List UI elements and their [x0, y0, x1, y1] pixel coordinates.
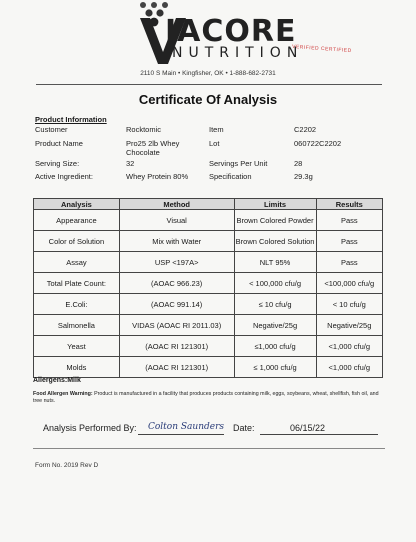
- date-line: [260, 434, 378, 435]
- cell-limits: NLT 95%: [234, 252, 316, 273]
- cell-method: USP <197A>: [119, 252, 234, 273]
- cell-limits: ≤ 1,000 cfu/g: [234, 357, 316, 378]
- cell-method: Visual: [119, 210, 234, 231]
- customer-value: Rocktomic: [126, 125, 162, 134]
- item-value: C2202: [294, 125, 317, 134]
- allergen-warning: [33, 391, 383, 405]
- cell-result: < 10 cfu/g: [316, 294, 382, 315]
- serving-size-label: Serving Size:: [35, 159, 80, 168]
- cell-analysis: Total Plate Count:: [34, 273, 120, 294]
- cell-analysis: Molds: [34, 357, 120, 378]
- cell-result: Pass: [316, 231, 382, 252]
- cell-method: VIDAS (AOAC RI 2011.03): [119, 315, 234, 336]
- performed-by-label: Analysis Performed By:: [43, 423, 137, 433]
- verification-stamp: VERIFIED CERTIFIED: [291, 43, 352, 55]
- specification-value: 29.3g: [294, 172, 313, 181]
- col-header-limits: Limits: [234, 199, 316, 210]
- cell-method: (AOAC 991.14): [119, 294, 234, 315]
- table-row: [34, 357, 383, 378]
- table-header-row: [34, 199, 383, 210]
- table-row: [34, 336, 383, 357]
- serving-size-value: 32: [126, 159, 135, 168]
- customer-label: Customer: [35, 125, 68, 134]
- cell-limits: Brown Colored Powder: [234, 210, 316, 231]
- cell-analysis: Assay: [34, 252, 120, 273]
- cell-result: Pass: [316, 252, 382, 273]
- cell-limits: Brown Colored Solution: [234, 231, 316, 252]
- cell-limits: ≤1,000 cfu/g: [234, 336, 316, 357]
- cell-limits: Negative/25g: [234, 315, 316, 336]
- active-ingredient-label: Active Ingredient:: [35, 172, 93, 181]
- lot-value: 060722C2202: [294, 139, 342, 148]
- active-ingredient-value: Whey Protein 80%: [126, 172, 189, 181]
- lot-label: Lot: [209, 139, 220, 148]
- table-row: [34, 210, 383, 231]
- analysis-table: [33, 198, 383, 378]
- cell-result: Pass: [316, 210, 382, 231]
- table-row: [34, 315, 383, 336]
- item-label: Item: [209, 125, 224, 134]
- table-row: [34, 273, 383, 294]
- cell-analysis: Salmonella: [34, 315, 120, 336]
- table-row: [34, 294, 383, 315]
- table-row: [34, 252, 383, 273]
- footer-divider: [33, 448, 385, 449]
- allergen-warning-text: Product is manufactured in a facility that produces products containing milk, eggs, soybeans, wheat, shellfish, fish oil, and tree nuts.: [33, 391, 379, 404]
- cell-result: <1,000 cfu/g: [316, 336, 382, 357]
- product-name-value: Pro25 2lb Whey Chocolate: [126, 139, 180, 157]
- page-title: Certificate Of Analysis: [138, 92, 278, 107]
- cell-method: Mix with Water: [119, 231, 234, 252]
- allergens-line: Allergens:Milk: [33, 377, 81, 384]
- logo-subtitle: NUTRITION: [172, 45, 304, 61]
- company-address: 2110 S Main • Kingfisher, OK • 1-888-682-2731: [140, 70, 276, 77]
- cell-method: (AOAC RI 121301): [119, 357, 234, 378]
- servings-per-unit-value: 28: [294, 159, 303, 168]
- cell-result: Negative/25g: [316, 315, 382, 336]
- cell-method: (AOAC RI 121301): [119, 336, 234, 357]
- cell-analysis: Color of Solution: [34, 231, 120, 252]
- product-info-heading: Product Information: [35, 115, 107, 124]
- logo-wordmark: IACORE: [165, 14, 297, 49]
- date-value: 06/15/22: [290, 423, 326, 433]
- signature-line: [138, 434, 224, 435]
- viacore-logo: [0, 0, 416, 70]
- header-divider: [36, 84, 382, 85]
- cell-method: (AOAC 966.23): [119, 273, 234, 294]
- servings-per-unit-label: Servings Per Unit: [209, 159, 268, 168]
- cell-limits: < 100,000 cfu/g: [234, 273, 316, 294]
- cell-result: <100,000 cfu/g: [316, 273, 382, 294]
- cell-analysis: Yeast: [34, 336, 120, 357]
- specification-label: Specification: [209, 172, 252, 181]
- form-number: Form No. 2019 Rev D: [35, 462, 99, 469]
- product-name-label: Product Name: [35, 139, 83, 148]
- analyst-signature: Colton Saunders: [148, 422, 225, 432]
- cell-analysis: E.Coli:: [34, 294, 120, 315]
- col-header-results: Results: [316, 199, 382, 210]
- cell-limits: ≤ 10 cfu/g: [234, 294, 316, 315]
- date-label: Date:: [233, 423, 255, 433]
- cell-analysis: Appearance: [34, 210, 120, 231]
- cell-result: <1,000 cfu/g: [316, 357, 382, 378]
- col-header-method: Method: [119, 199, 234, 210]
- allergen-warning-label: Food Allergen Warning:: [33, 391, 93, 397]
- col-header-analysis: Analysis: [34, 199, 120, 210]
- table-row: [34, 231, 383, 252]
